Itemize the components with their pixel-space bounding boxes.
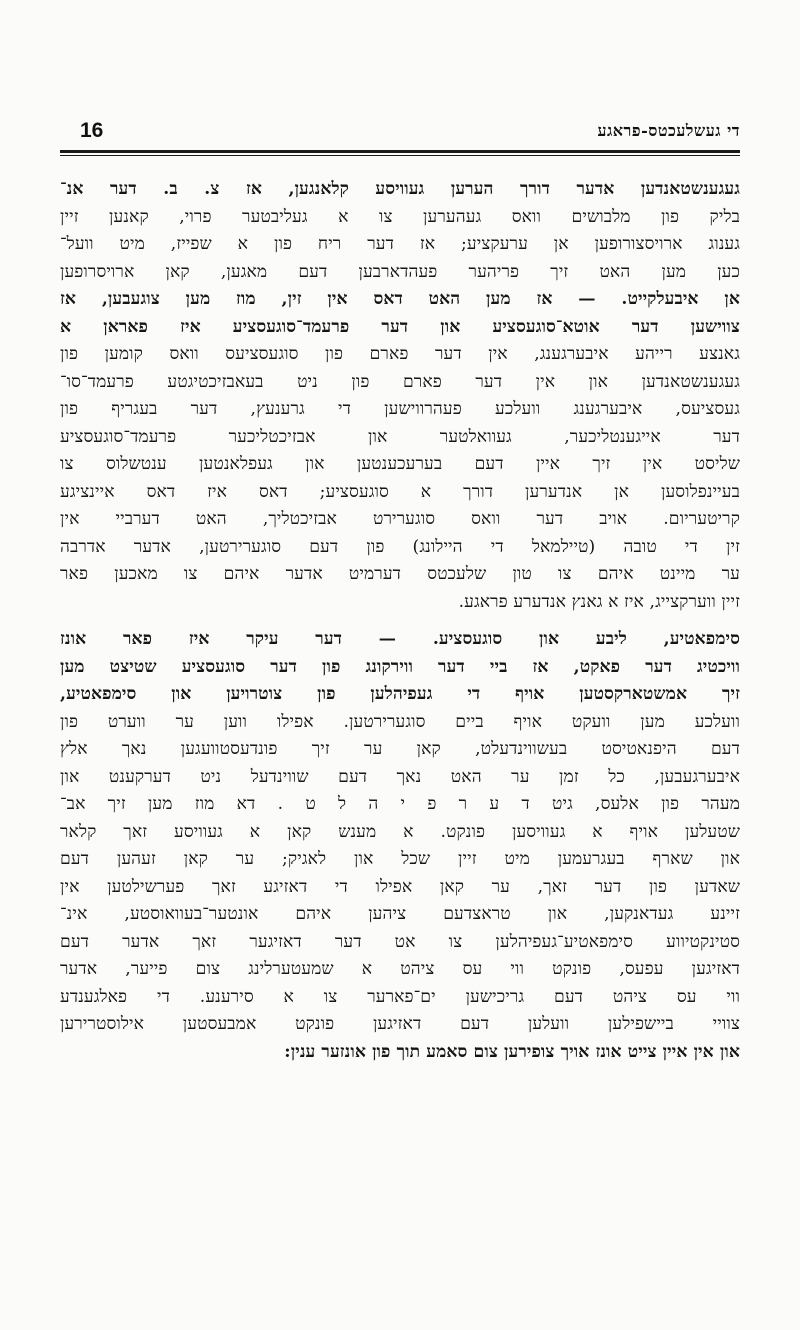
page-number: 16 [80,119,104,142]
header-rule-thin [60,155,740,156]
text-line: צווישען דער אוטא־סוגעסציע און דער פרעמד־סוגעסציע איז פאראן א [60,316,740,337]
paragraph-1 [60,176,740,616]
paragraph-gap [60,616,740,626]
page-header [80,118,740,144]
text-line: כען מען האט זיך פריהער פעהדארבען דעם מאגען, קאן ארויסרופען [60,261,740,282]
header-rule-thick [60,150,740,153]
text-line: דעם היפנאטיסט בעשווינדעלט, קאן ער זיך פונדעסטוועגען נאך אלץ [60,739,740,759]
text-line: דאזיגען עפעס, פונקט ווי עס ציהט א שמעטערלינג צום פייער, אדער [60,959,740,979]
text-line: זין די טובה (טיילמאל די היילונג) פון דעם סוגערירטען, אדער אדרבה [60,536,740,557]
text-line: איבערגעבען, כל זמן ער האט נאך דעם שווינדעל ניט דערקענט און [60,766,740,787]
text-line: וויכטיג דער פאקט, אז ביי דער ווירקונג פון דער סוגעסציע שטיצט מען [60,656,740,677]
text-line: מעהר פון אלעס, גיט ד ע ר פ י ה ל ט . דא מוז מען זיך אב־ [60,794,740,814]
text-line: שטעלען אויף א געוויסען פונקט. א מענש קאן א געוויסע זאך קלאר [60,821,740,842]
text-line: בעיינפלוסען אן אנדערען דורך א סוגעסציע; דאס איז דאס איינציגע [60,481,740,502]
paragraph-2 [60,626,740,1066]
text-line: און שארף בעגרעמען מיט זיין שכל און לאגיק; ער קאן זעהען דעם [60,849,740,869]
text-line: געסציעס, איבערגענג וועלכע פעהרווישען די גרענעץ, דער בעגריף פון [60,399,740,419]
section-heading-line: סימפאטיע, ליבע און סוגעסציע. — דער עיקר איז פאר אונז [60,629,740,649]
running-title: די געשלעכטס-פראגע [597,121,740,140]
text-line: קריטעריום. אויב דער וואס סוגערירט אבזיכטליך, האט דערביי אין [60,509,740,529]
text-line: און אין איין צייט אונז אויך צופירען צום סאמע תוך פון אונזער ענין: [284,1041,740,1062]
text-line: צוויי ביישפילען וועלען דעם דאזיגען פונקט אמבעסטען אילוסטרירען [60,1014,740,1034]
text-line: געגענשטאנדען אדער דורך הערען געוויסע קלאנגען, אז צ. ב. דער אנ־ [60,179,740,199]
text-line: אן איבעלקייט. — אז מען האט דאס אין זין, מוז מען צוגעבען, אז [60,289,740,309]
text-line: בליק פון מלבושים וואס געהערען צו א געליבטער פרוי, קאנען זיין [60,206,740,227]
text-line: שליסט אין זיך איין דעם בערעכענטען און געפלאנטען ענטשלוס צו [60,454,740,474]
text-line: ווי עס ציהט דעם גריכישען ים־פארער צו א סירענע. די פאלגענדע [60,986,740,1007]
text-line: געגענשטאנדען און אין דער פארם פון ניט בעאבזיכטיגטע פרעמד־סו־ [60,371,740,392]
text-line: שאדען פון דער זאך, ער קאן אפילו די דאזיגע זאך פערשילטען אין [60,876,740,897]
text-line: זיינע געדאנקען, און טראצדעם ציהען איהם אונטער־בעוואוסטע, אינ־ [60,904,740,924]
text-line: גענוג ארויסצורופען אן ערעקציע; אז דער ריח פון א שפייז, מיט וועל־ [60,234,740,254]
text-line: סטינקטיווע סימפאטיע־געפיהלען צו אט דער דאזיגער זאך אדער דעם [60,931,740,952]
body-text [60,176,740,1066]
text-line: ער מיינט איהם צו טון שלעכטס דערמיט אדער איהם צו מאכען פאר [60,564,740,584]
text-line: וועלכע מען וועקט אויף ביים סוגערירטען. אפילו ווען ער ווערט פון [60,711,740,732]
text-line: זיך אמשטארקסטען אויף די געפיהלען פון צוטרויען און סימפאטיע, [60,684,740,704]
text-line: גאנצע רייהע איבערגענג, אין דער פארם פון סוגעסציעס וואס קומען פון [60,344,740,364]
text-line: זיין ווערקצייג, איז א גאנץ אנדערע פראגע. [458,591,740,612]
text-line: דער אייגענטליכער, געוואלטער און אבזיכטליכער פרעמד־סוגעסציע [60,426,740,447]
